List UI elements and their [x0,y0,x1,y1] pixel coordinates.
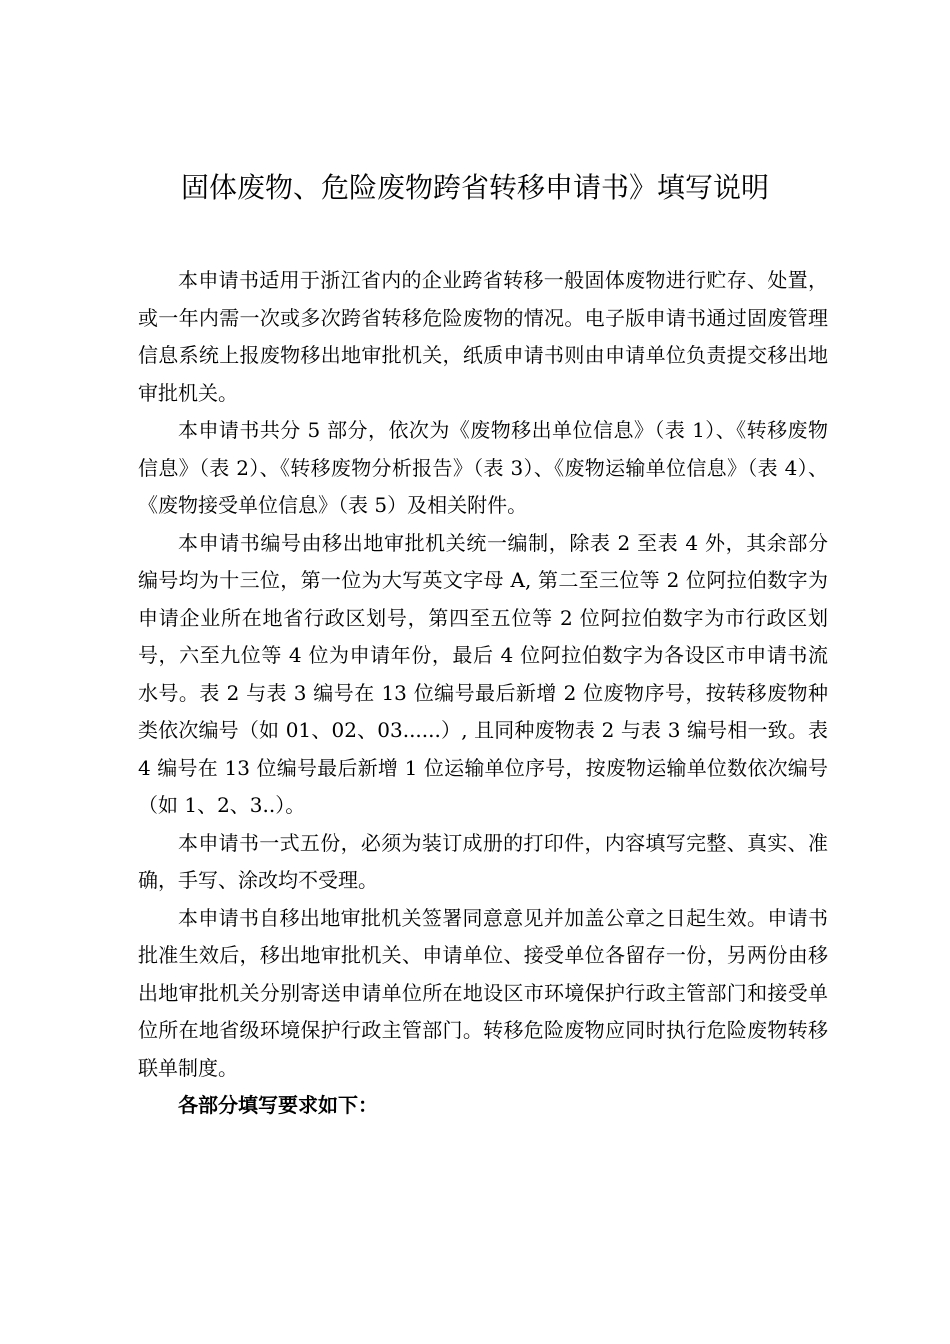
paragraph-structure: 本申请书共分 5 部分，依次为《废物移出单位信息》（表 1）、《转移废物信息》（表 2）、《转移废物分析报告》（表 3）、《废物运输单位信息》（表 4）、《废物接受单位信息》（表 5）及相关附件。 [138,418,828,517]
paragraph-scope: 本申请书适用于浙江省内的企业跨省转移一般固体废物进行贮存、处置，或一年内需一次或多次跨省转移危险废物的情况。电子版申请书通过固废管理信息系统上报废物移出地审批机关，纸质申请书则由申请单位负责提交移出地审批机关。 [138,268,828,405]
paragraph-copies: 本申请书一式五份，必须为装订成册的打印件，内容填写完整、真实、准确，手写、涂改均不受理。 [138,830,828,892]
paragraph-numbering: 本申请书编号由移出地审批机关统一编制，除表 2 至表 4 外，其余部分编号均为十三位，第一位为大写英文字母 A, 第二至三位等 2 位阿拉伯数字为申请企业所在地省行政区划号，第四至五位等 2 位阿拉伯数字为市行政区划号，六至九位等 4 位为申请年份，最后 4 位阿拉伯数字为各设区市申请书流水号。表 2 与表 3 编号在 13 位编号最后新增 2 位废物序号，按转移废物种类依次编号（如 01、02、03......）, 且同种废物表 2 与表 3 编号相一致。表 4 编号在 13 位编号最后新增 1 位运输单位序号，按废物运输单位数依次编号（如 1、2、3..）。 [138,530,828,817]
section-heading: 各部分填写要求如下： [178,1093,378,1117]
paragraph-validity: 本申请书自移出地审批机关签署同意意见并加盖公章之日起生效。申请书批准生效后，移出地审批机关、申请单位、接受单位各留存一份，另两份由移出地审批机关分别寄送申请单位所在地设区市环境保护行政主管部门和接受单位所在地省级环境保护行政主管部门。转移危险废物应同时执行危险废物转移联单制度。 [138,905,828,1080]
document-title: 固体废物、危险废物跨省转移申请书》填写说明 [180,171,769,204]
document-body [138,262,828,1125]
